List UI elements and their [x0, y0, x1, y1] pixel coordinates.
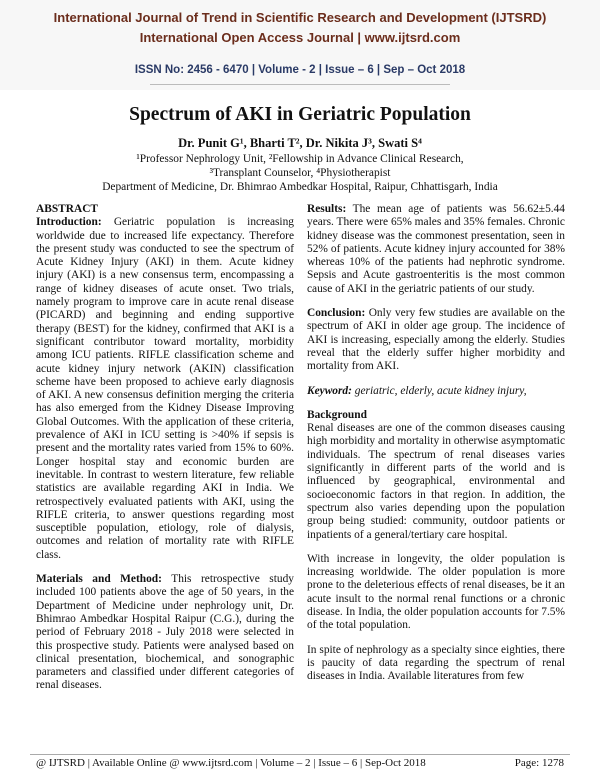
conclusion-text: Only very few studies are available on the spectrum of AKI in older age group. The incidence of AKI is increasing, especially among the elderly. Studies reveal that the elderly suffer higher morbidity and mortality from AKI. [307, 307, 565, 373]
background-paragraph-2: With increase in longevity, the older population is increasing worldwide. The older population is more prone to the deleterious effects of renal diseases, be it an acute insult to the normal renal functions or a chronic disease. In India, the older population accounts for 7.5% of the total population. [307, 552, 565, 632]
affiliation-line-1: ¹Professor Nephrology Unit, ²Fellowship in Advance Clinical Research, [136, 153, 464, 165]
footer-citation: @ IJTSRD | Available Online @ www.ijtsrd.com | Volume – 2 | Issue – 6 | Sep-Oct 2018 [36, 757, 426, 769]
affiliation-line-3: Department of Medicine, Dr. Bhimrao Ambedkar Hospital, Raipur, Chhattisgarh, India [102, 181, 498, 193]
abstract-conclusion [307, 307, 565, 373]
results-text: The mean age of patients was 56.62±5.44 years. There were 65% males and 35% females. Chronic kidney disease was the commonest presentation, seen in 52% of patients. Acute kidney injury accounted for 38% whereas 10% of the patients had nephrotic syndrome. Sepsis and Acute gastroenteritis is the most common cause of AKI in the geriatric patients of our study. [307, 203, 565, 295]
results-label: Results: [307, 203, 347, 215]
keyword-text: geriatric, elderly, acute kidney injury, [351, 384, 527, 397]
journal-title: International Journal of Trend in Scientific Research and Development (IJTSRD) [53, 10, 547, 25]
abstract-results [307, 203, 565, 296]
right-column [307, 203, 565, 695]
abstract-introduction [36, 216, 294, 562]
background-paragraph-1: Renal diseases are one of the common diseases causing high morbidity and mortality in otherwise asymptomatic individuals. The spectrum of renal diseases varies significantly in different parts of the world and is influenced by geographical, environmental and socioeconomic factors in that region. In addition, the spectrum also varies depending upon the population group being studied: community, outdoor patients or inpatients of a general/tertiary care hospital. [307, 422, 565, 541]
keywords [307, 385, 565, 398]
affiliation-line-2: ³Transplant Counselor, ⁴Physiotherapist [209, 167, 391, 179]
keyword-label: Keyword: [307, 384, 352, 397]
conclusion-label: Conclusion: [307, 307, 366, 320]
introduction-label: Introduction: [36, 216, 102, 229]
abstract-heading: ABSTRACT [36, 203, 99, 215]
author-list: Dr. Punit G¹, Bharti T², Dr. Nikita J³, Swati S⁴ [178, 136, 422, 150]
left-column [36, 203, 294, 704]
page-number: Page: 1278 [514, 757, 564, 769]
methods-label: Materials and Method: [36, 573, 162, 586]
paper-title: Spectrum of AKI in Geriatric Population [129, 104, 471, 125]
journal-subtitle: International Open Access Journal | www.ijtsrd.com [139, 30, 461, 45]
methods-text: This retrospective study included 100 patients above the age of 50 years, in the Department of Medicine under nephrology unit, Dr. Bhimrao Ambedkar Hospital Raipur (C.G.), during the period of February 2018 - July 2018 were selected in this prospective study. Patients were analysed based on clinical presentation, biochemical, and sonographic parameters and classified under different categories of renal diseases. [36, 573, 294, 692]
header-divider [150, 84, 450, 85]
issn-line: ISSN No: 2456 - 6470 | Volume - 2 | Issue – 6 | Sep – Oct 2018 [134, 64, 466, 76]
introduction-text: Geriatric population is increasing worldwide due to increased life expectancy. Therefore the present study was conducted to see the spectrum of Acute Kidney Injury (AKI) in them. Acute kidney injury (AKI) is a new consensus term, encompassing a range of kidney diseases of acute onset. Two trials, namely program to improve care in acute renal disease (PICARD) and beginning and ending supportive therapy (BEST) for the kidney, confirmed that AKI is a significant contributor toward mortality, morbidity among ICU patients. RIFLE classification scheme and acute kidney injury network (AKIN) classification scheme have been proposed to achieve early diagnosis of AKI. A new consensus definition merging the criteria has also emerged from the Kidney Disease Improving Global Outcomes. With the application of these criteria, prevalence of AKI in ICU setting is >40% if sepsis is present and the mortality rates varied from 15% to 60%. Longer hospital stay and economic burden are inevitable. In contrast to western literature, few reliable statistics are available regarding AKI in India. We retrospectively evaluated patients with AKI, using the RIFLE criteria, to answer questions regarding most susceptible population, etiology, role of dialysis, outcomes and relation of mortality rate with RIFLE class. [36, 216, 294, 561]
abstract-methods [36, 573, 294, 693]
background-paragraph-3: In spite of nephrology as a specialty since eighties, there is paucity of data regarding the spectrum of renal diseases in India. Available literatures from few [307, 643, 565, 683]
background-heading: Background [307, 408, 367, 421]
footer-divider [30, 754, 570, 755]
